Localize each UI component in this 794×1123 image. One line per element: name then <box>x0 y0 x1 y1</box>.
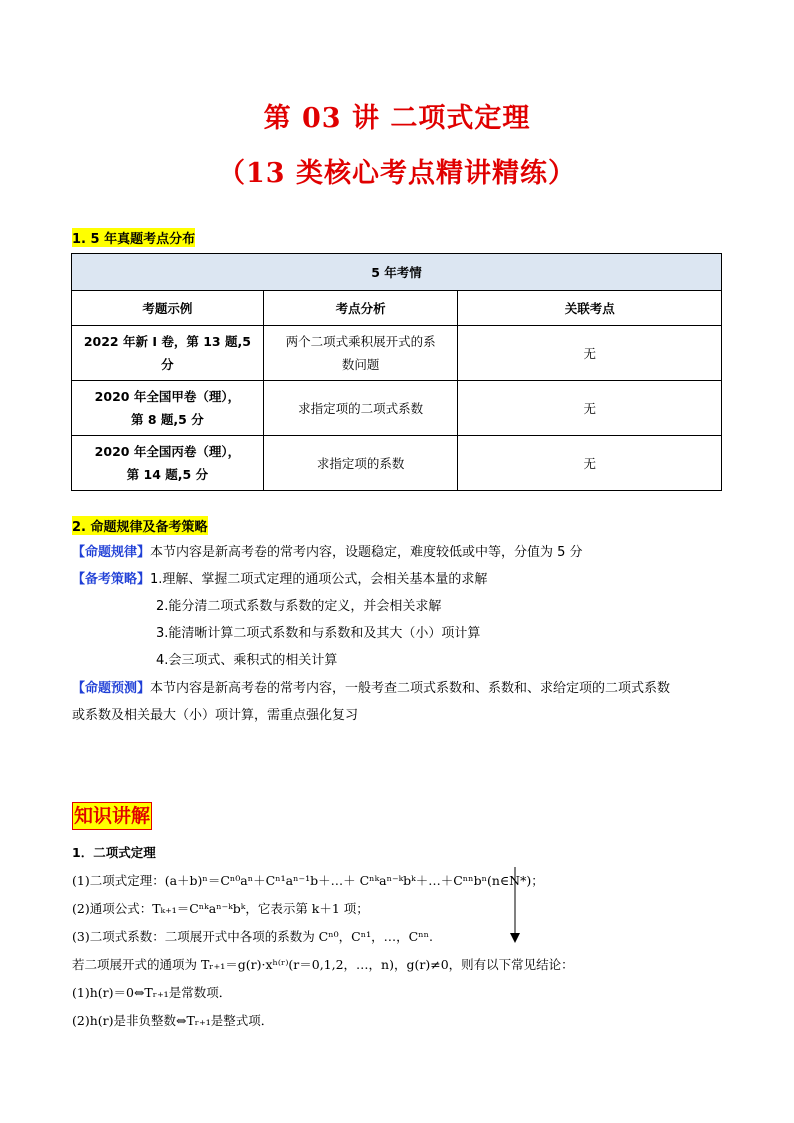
cell-analysis <box>263 326 458 381</box>
section-1-heading: 1. 5 年真题考点分布 <box>72 228 195 247</box>
knowledge-heading: 知识讲解 <box>72 802 152 830</box>
cell-text: 第 14 题,5 分 <box>126 467 209 482</box>
knowledge-line: (3)二项式系数：二项展开式中各项的系数为 Cⁿ⁰，Cⁿ¹，…，Cⁿⁿ. <box>72 929 433 944</box>
strategy-item: 4.会三项式、乘积式的相关计算 <box>156 653 338 668</box>
cell-example <box>72 326 264 381</box>
predict-tag: 【命题预测】 <box>72 681 151 696</box>
knowledge-subheading: 1．二项式定理 <box>72 845 156 860</box>
predict-text: 本节内容是新高考卷的常考内容，一般考查二项式系数和、系数和、求给定项的二项式系数 <box>150 681 671 696</box>
strategy-item: 2.能分清二项式系数与系数的定义，并会相关求解 <box>156 599 442 614</box>
cell-text: 第 8 题,5 分 <box>131 412 204 427</box>
cell-example <box>72 381 264 436</box>
table-row <box>72 381 722 436</box>
cell-related: 无 <box>458 381 722 436</box>
cell-text: 2022 年新 I 卷，第 13 题,5 分 <box>83 334 251 372</box>
cell-text: 两个二项式乘积展开式的系 <box>285 334 436 349</box>
down-arrow-icon <box>509 867 521 943</box>
title-line-1: 第 03 讲 二项式定理 <box>263 103 531 134</box>
title-line-2: （13 类核心考点精讲精练） <box>218 158 576 189</box>
strategy-item: 1.理解、掌握二项式定理的通项公式，会相关基本量的求解 <box>150 572 488 587</box>
section-2-heading: 2. 命题规律及备考策略 <box>72 516 208 535</box>
knowledge-line: (1)二项式定理：(a＋b)ⁿ＝Cⁿ⁰aⁿ＋Cⁿ¹aⁿ⁻¹b＋…＋ Cⁿᵏaⁿ⁻ᵏbᵏ＋…＋Cⁿⁿbⁿ(n∈N*)； <box>72 873 544 888</box>
cell-related: 无 <box>458 436 722 491</box>
table-row <box>72 436 722 491</box>
header-related: 关联考点 <box>458 291 722 326</box>
table-row <box>72 326 722 381</box>
strategy-item: 3.能清晰计算二项式系数和与系数和及其大（小）项计算 <box>156 626 481 641</box>
knowledge-line: 若二项展开式的通项为 Tᵣ₊₁＝g(r)·xʰ⁽ʳ⁾(r＝0,1,2，…，n)，g(r)≠0，则有以下常见结论： <box>72 957 574 972</box>
cell-analysis <box>263 436 458 491</box>
cell-analysis <box>263 381 458 436</box>
cell-text: 求指定项的系数 <box>316 455 405 471</box>
strategy-paragraph <box>72 566 487 593</box>
cell-text: 2020 年全国甲卷（理）， <box>94 389 241 404</box>
predict-text-cont: 或系数及相关最大（小）项计算，需重点强化复习 <box>72 708 359 723</box>
predict-paragraph <box>72 675 670 702</box>
knowledge-line: (2)通项公式：Tₖ₊₁＝Cⁿᵏaⁿ⁻ᵏbᵏ，它表示第 k＋1 项； <box>72 901 369 916</box>
cell-example <box>72 436 264 491</box>
cell-text: 数问题 <box>341 357 380 372</box>
rule-paragraph <box>72 539 583 566</box>
cell-text: 2020 年全国丙卷（理）， <box>94 444 241 459</box>
cell-related: 无 <box>458 326 722 381</box>
table-caption: 5 年考情 <box>72 254 722 291</box>
exam-table <box>71 253 722 491</box>
header-example: 考题示例 <box>72 291 264 326</box>
cell-text: 求指定项的二项式系数 <box>298 400 424 416</box>
knowledge-line: (2)h(r)是非负整数⇔Tᵣ₊₁是整式项． <box>72 1013 274 1028</box>
header-analysis: 考点分析 <box>263 291 458 326</box>
rule-text: 本节内容是新高考卷的常考内容，设题稳定，难度较低或中等，分值为 5 分 <box>150 545 583 560</box>
knowledge-line: (1)h(r)＝0⇔Tᵣ₊₁是常数项． <box>72 985 232 1000</box>
strategy-tag: 【备考策略】 <box>72 572 151 587</box>
rule-tag: 【命题规律】 <box>72 545 151 560</box>
